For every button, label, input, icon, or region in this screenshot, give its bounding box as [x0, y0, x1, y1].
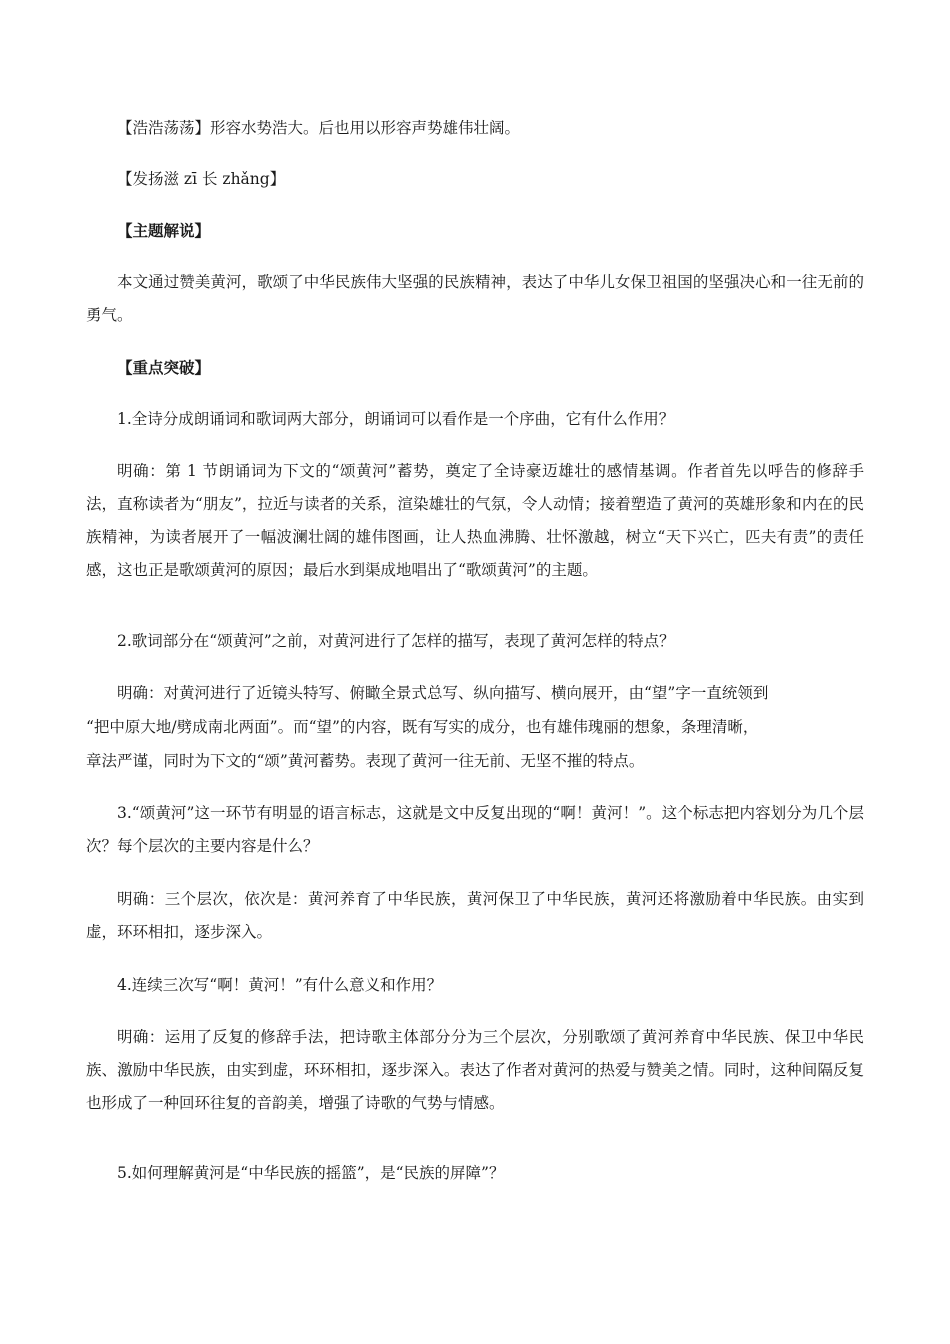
- answer-2-line-2: “把中原大地/劈成南北两面”。而“望”的内容，既有写实的成分，也有雄伟瑰丽的想象，条理清晰，: [86, 718, 759, 736]
- answer-2-line-3: 章法严谨，同时为下文的“颂”黄河蓄势。表现了黄河一往无前、无坚不摧的特点。: [86, 752, 645, 770]
- answer-4: 明确：运用了反复的修辞手法，把诗歌主体部分分为三个层次，分别歌颂了黄河养育中华民族、保卫中华民族、激励中华民族，由实到虚，环环相扣，逐步深入。表达了作者对黄河的热爱与赞美之情。同时，这种间隔反复也形成了一种回环往复的音韵美，增强了诗歌的气势与情感。: [86, 1028, 864, 1112]
- answer-1: 明确：第 1 节朗诵词为下文的“颂黄河”蓄势，奠定了全诗豪迈雄壮的感情基调。作者首先以呼告的修辞手法，直称读者为“朋友”，拉近与读者的关系，渲染雄壮的气氛，令人动情；接着塑造了黄河的英雄形象和内在的民族精神，为读者展开了一幅波澜壮阔的雄伟图画，让人热血沸腾、壮怀激越，树立“天下兴亡，匹夫有责”的责任感，这也正是歌颂黄河的原因；最后水到渠成地唱出了“歌颂黄河”的主题。: [86, 462, 864, 579]
- vocab-fayang-zizhang: 【发扬滋 zī 长 zhǎng】: [117, 170, 286, 188]
- question-5: 5.如何理解黄河是“中华民族的摇篮”，是“民族的屏障”？: [117, 1164, 505, 1182]
- key-points-heading: 【重点突破】: [117, 358, 211, 377]
- answer-2-line-1: 明确：对黄河进行了近镜头特写、俯瞰全景式总写、纵向描写、横向展开，由“望”字一直统领到: [117, 684, 769, 702]
- answer-3: 明确：三个层次，依次是：黄河养育了中华民族，黄河保卫了中华民族，黄河还将激励着中华民族。由实到虚，环环相扣，逐步深入。: [86, 890, 864, 941]
- question-1: 1.全诗分成朗诵词和歌词两大部分，朗诵词可以看作是一个序曲，它有什么作用？: [117, 410, 675, 428]
- question-2: 2.歌词部分在“颂黄河”之前，对黄河进行了怎样的描写，表现了黄河怎样的特点？: [117, 632, 675, 650]
- theme-paragraph: 本文通过赞美黄河，歌颂了中华民族伟大坚强的民族精神，表达了中华儿女保卫祖国的坚强决心和一往无前的勇气。: [86, 273, 864, 324]
- question-4: 4.连续三次写“啊！黄河！”有什么意义和作用？: [117, 976, 443, 994]
- question-3: 3.“颂黄河”这一环节有明显的语言标志，这就是文中反复出现的“啊！黄河！”。这个标志把内容划分为几个层次？每个层次的主要内容是什么？: [86, 804, 864, 855]
- vocab-haohao-dangdang: 【浩浩荡荡】形容水势浩大。后也用以形容声势雄伟壮阔。: [117, 119, 521, 137]
- theme-heading: 【主题解说】: [117, 221, 211, 240]
